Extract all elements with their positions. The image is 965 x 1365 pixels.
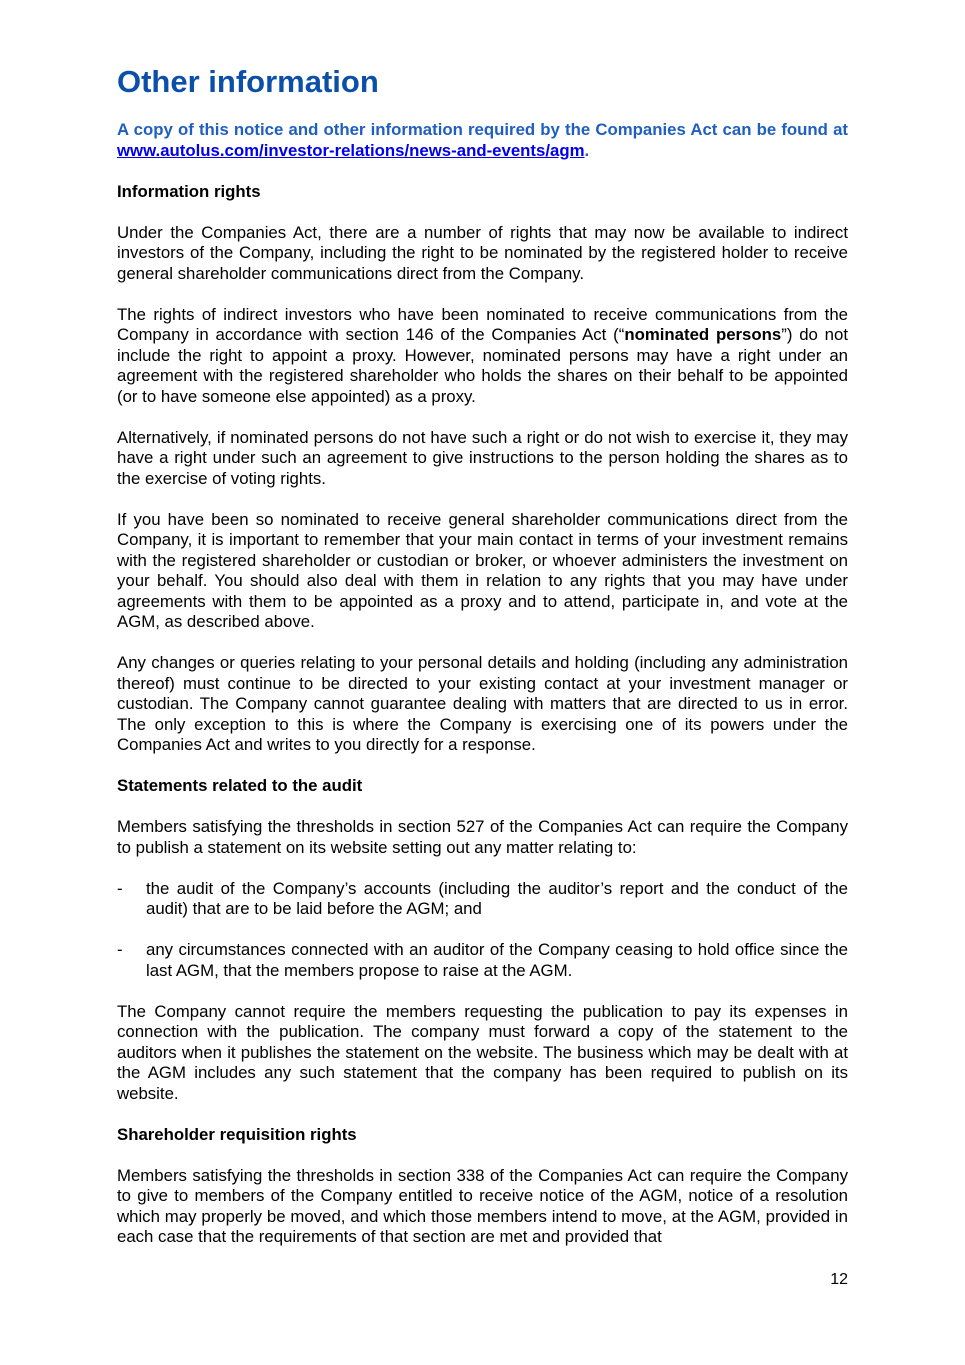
- bullet-dash: -: [117, 940, 123, 959]
- paragraph: Any changes or queries relating to your personal details and holding (including any administration thereof) must continue to be directed to your existing contact at your investment manager or custodian. The Company cannot guarantee dealing with matters that are directed to us in error. The only exception to this is where the Company is exercising one of its powers under the Companies Act and writes to you directly for a response.: [117, 653, 848, 754]
- agm-link[interactable]: www.autolus.com/investor-relations/news-and-events/agm: [117, 140, 585, 160]
- intro-text: A copy of this notice and other information required by the Companies Act can be found at: [117, 120, 848, 139]
- paragraph: Members satisfying the thresholds in section 338 of the Companies Act can require the Company to give to members of the Company entitled to receive notice of the AGM, notice of a resolution which may properly be moved, and which those members intend to move, at the AGM, provided in each case that the requirements of that section are met and provided that: [117, 1165, 848, 1246]
- paragraph-text: The rights of indirect investors who have been nominated to receive communications from the Company in accordance with section 146 of the Companies Act (“: [117, 304, 848, 344]
- section-heading-requisition: Shareholder requisition rights: [117, 1124, 357, 1144]
- paragraph: Under the Companies Act, there are a number of rights that may now be available to indirect investors of the Company, including the right to be nominated by the registered holder to receive general shareholder communications direct from the Company.: [117, 222, 848, 283]
- intro-notice: [117, 120, 848, 161]
- paragraph: Members satisfying the thresholds in section 527 of the Companies Act can require the Company to publish a statement on its website setting out any matter relating to:: [117, 817, 848, 857]
- defined-term: nominated persons: [624, 325, 782, 344]
- list-item: [117, 879, 848, 920]
- paragraph-text: ”) do not include the right to appoint a proxy. However, nominated persons may have a right under an agreement with the registered shareholder who holds the shares on their behalf to be appointed (or to have someone else appointed) as a proxy.: [117, 325, 848, 406]
- list-item-text: the audit of the Company’s accounts (including the auditor’s report and the conduct of the audit) that are to be laid before the AGM; and: [146, 878, 848, 918]
- intro-text-end: .: [584, 140, 590, 160]
- paragraph-nominated-persons: [117, 305, 848, 408]
- section-heading-audit: Statements related to the audit: [117, 776, 363, 795]
- paragraph: Alternatively, if nominated persons do not have such a right or do not wish to exercise it, they may have a right under such an agreement to give instructions to the person holding the shares as to the exercise of voting rights.: [117, 427, 848, 488]
- section-heading-information-rights: Information rights: [117, 181, 261, 201]
- page-number: 12: [830, 1271, 848, 1288]
- page-content: [117, 62, 848, 1248]
- paragraph: The Company cannot require the members requesting the publication to pay its expenses in connection with the publication. The company must forward a copy of the statement to the auditors when it publishes the statement on the website. The business which may be dealt with at the AGM includes any such statement that the company has been required to publish on its website.: [117, 1001, 848, 1103]
- list-item: [117, 940, 848, 981]
- list-item-text: any circumstances connected with an auditor of the Company ceasing to hold office since the last AGM, that the members propose to raise at the AGM.: [146, 940, 848, 980]
- paragraph: If you have been so nominated to receive general shareholder communications direct from the Company, it is important to remember that your main contact in terms of your investment remains with the registered shareholder or custodian or broker, or whoever administers the investment on your behalf. You should also deal with them in relation to any rights that you may have under agreements with them to be appointed as a proxy and to attend, participate in, and vote at the AGM, as described above.: [117, 509, 848, 631]
- bullet-dash: -: [117, 878, 123, 898]
- page-title: Other information: [117, 64, 379, 99]
